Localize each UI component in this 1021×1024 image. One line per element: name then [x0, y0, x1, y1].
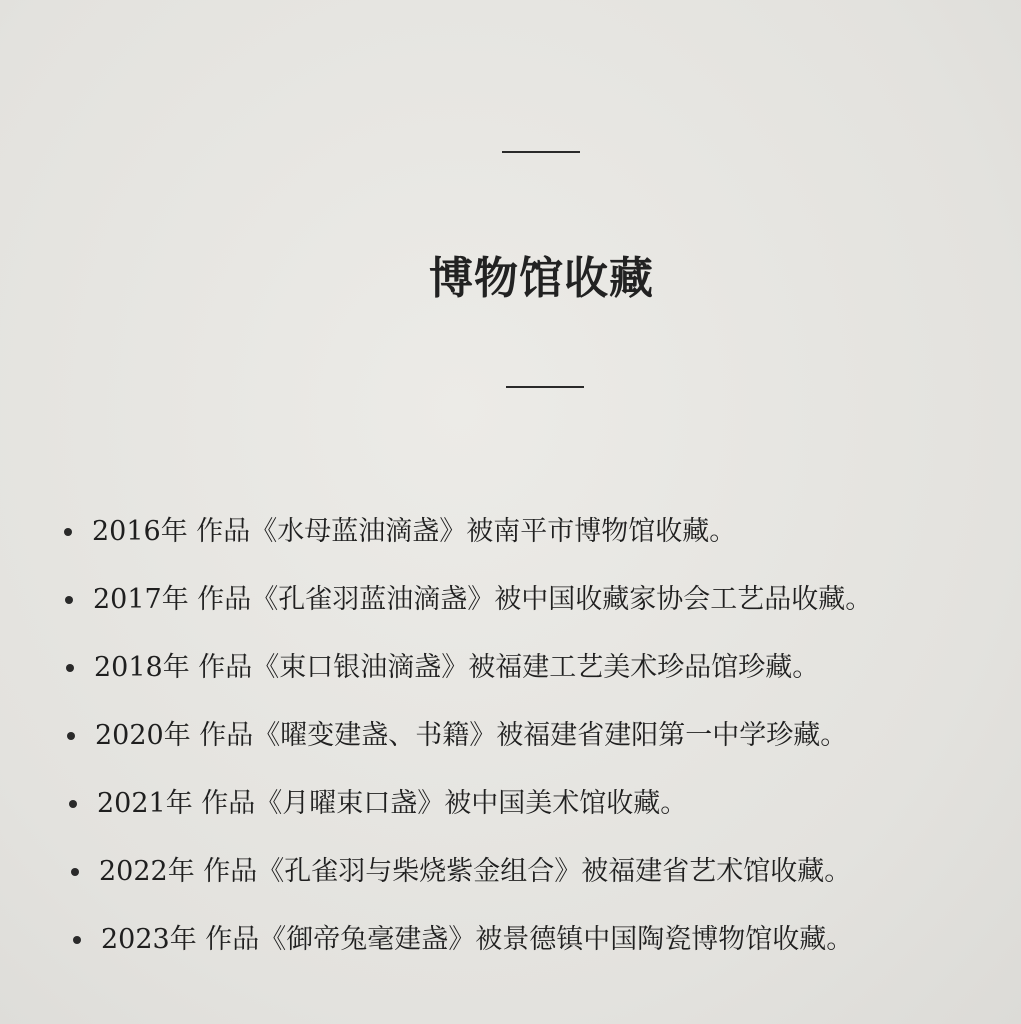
bullet-icon — [65, 596, 73, 604]
list-item-text: 2016年 作品《水母蓝油滴盏》被南平市博物馆收藏。 — [92, 516, 737, 547]
bullet-icon — [69, 800, 77, 808]
list-item — [66, 644, 1014, 712]
list-item-text: 2023年 作品《御帝兔毫建盏》被景德镇中国陶瓷博物馆收藏。 — [101, 924, 854, 955]
list-item — [73, 916, 1014, 984]
list-item-text: 2017年 作品《孔雀羽蓝油滴盏》被中国收藏家协会工艺品收藏。 — [93, 584, 873, 615]
bullet-icon — [71, 868, 79, 876]
bullet-icon — [73, 936, 81, 944]
list-item-text: 2022年 作品《孔雀羽与柴烧紫金组合》被福建省艺术馆收藏。 — [99, 856, 852, 887]
list-item — [69, 780, 1014, 848]
top-divider — [502, 151, 580, 153]
bullet-icon — [67, 732, 75, 740]
list-item-text: 2018年 作品《束口银油滴盏》被福建工艺美术珍品馆珍藏。 — [94, 652, 820, 683]
list-item — [67, 712, 1014, 780]
list-item — [71, 848, 1014, 916]
bullet-icon — [64, 528, 72, 536]
collection-list — [64, 508, 1014, 984]
list-item-text: 2020年 作品《曜变建盏、书籍》被福建省建阳第一中学珍藏。 — [95, 720, 848, 751]
list-item-text: 2021年 作品《月曜束口盏》被中国美术馆收藏。 — [97, 788, 688, 819]
list-item — [65, 576, 1014, 644]
bottom-divider — [506, 386, 584, 388]
list-item — [64, 508, 1014, 576]
bullet-icon — [66, 664, 74, 672]
page-title: 博物馆收藏 — [429, 253, 654, 304]
